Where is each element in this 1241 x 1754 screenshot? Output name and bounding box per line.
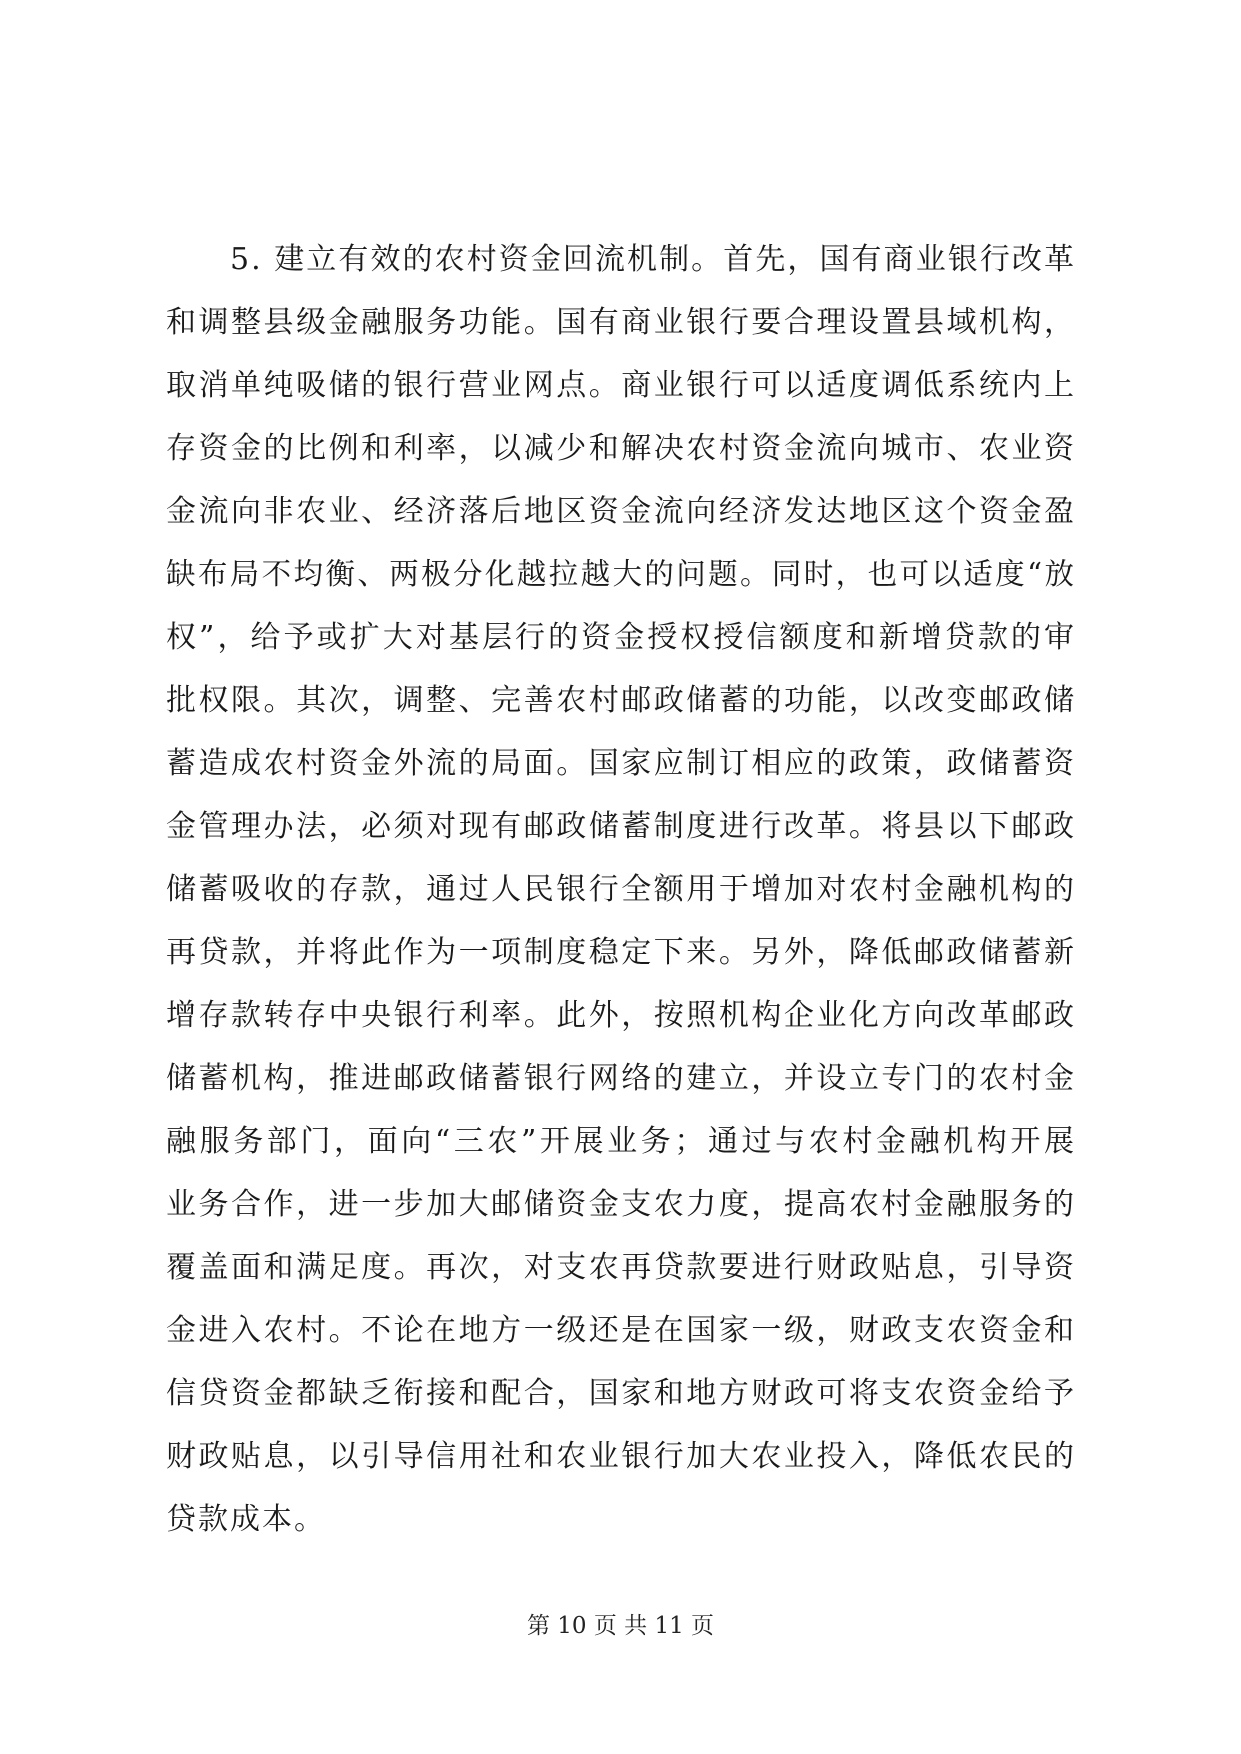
paragraph-line: 和调整县级金融服务功能。国有商业银行要合理设置县域机构， xyxy=(166,305,1076,340)
paragraph-line: 财政贴息，以引导信用社和农业银行加大农业投入，降低农民的 xyxy=(166,1439,1076,1474)
paragraph-line: 批权限。其次，调整、完善农村邮政储蓄的功能，以改变邮政储 xyxy=(166,683,1076,718)
paragraph-line: 金进入农村。不论在地方一级还是在国家一级，财政支农资金和 xyxy=(166,1313,1076,1348)
paragraph-line: 贷款成本。 xyxy=(166,1502,326,1537)
paragraph-line: 权”，给予或扩大对基层行的资金授权授信额度和新增贷款的审 xyxy=(166,620,1076,655)
paragraph-line: 增存款转存中央银行利率。此外，按照机构企业化方向改革邮政 xyxy=(166,998,1076,1033)
body-paragraph xyxy=(166,228,1076,1551)
paragraph-line: 覆盖面和满足度。再次，对支农再贷款要进行财政贴息，引导资 xyxy=(166,1250,1076,1285)
paragraph-line: 缺布局不均衡、两极分化越拉越大的问题。同时，也可以适度“放 xyxy=(166,557,1076,591)
paragraph-line: 储蓄吸收的存款，通过人民银行全额用于增加对农村金融机构的 xyxy=(166,872,1076,907)
paragraph-line: 业务合作，进一步加大邮储资金支农力度，提高农村金融服务的 xyxy=(166,1187,1076,1222)
paragraph-line: 存资金的比例和利率，以减少和解决农村资金流向城市、农业资 xyxy=(166,431,1076,466)
paragraph-line: 5. 建立有效的农村资金回流机制。首先，国有商业银行改革 xyxy=(230,242,1076,277)
paragraph-line: 金流向非农业、经济落后地区资金流向经济发达地区这个资金盈 xyxy=(166,494,1076,529)
paragraph-line: 取消单纯吸储的银行营业网点。商业银行可以适度调低系统内上 xyxy=(166,368,1076,403)
paragraph-line: 蓄造成农村资金外流的局面。国家应制订相应的政策，政储蓄资 xyxy=(166,746,1076,781)
paragraph-line: 金管理办法，必须对现有邮政储蓄制度进行改革。将县以下邮政 xyxy=(166,809,1076,844)
paragraph-line: 信贷资金都缺乏衔接和配合，国家和地方财政可将支农资金给予 xyxy=(166,1376,1076,1411)
page-number-footer: 第 10 页 共 11 页 xyxy=(526,1613,715,1639)
paragraph-line: 再贷款，并将此作为一项制度稳定下来。另外，降低邮政储蓄新 xyxy=(166,935,1076,970)
paragraph-line: 储蓄机构，推进邮政储蓄银行网络的建立，并设立专门的农村金 xyxy=(166,1061,1076,1096)
paragraph-line: 融服务部门，面向“三农”开展业务；通过与农村金融机构开展 xyxy=(166,1124,1076,1159)
